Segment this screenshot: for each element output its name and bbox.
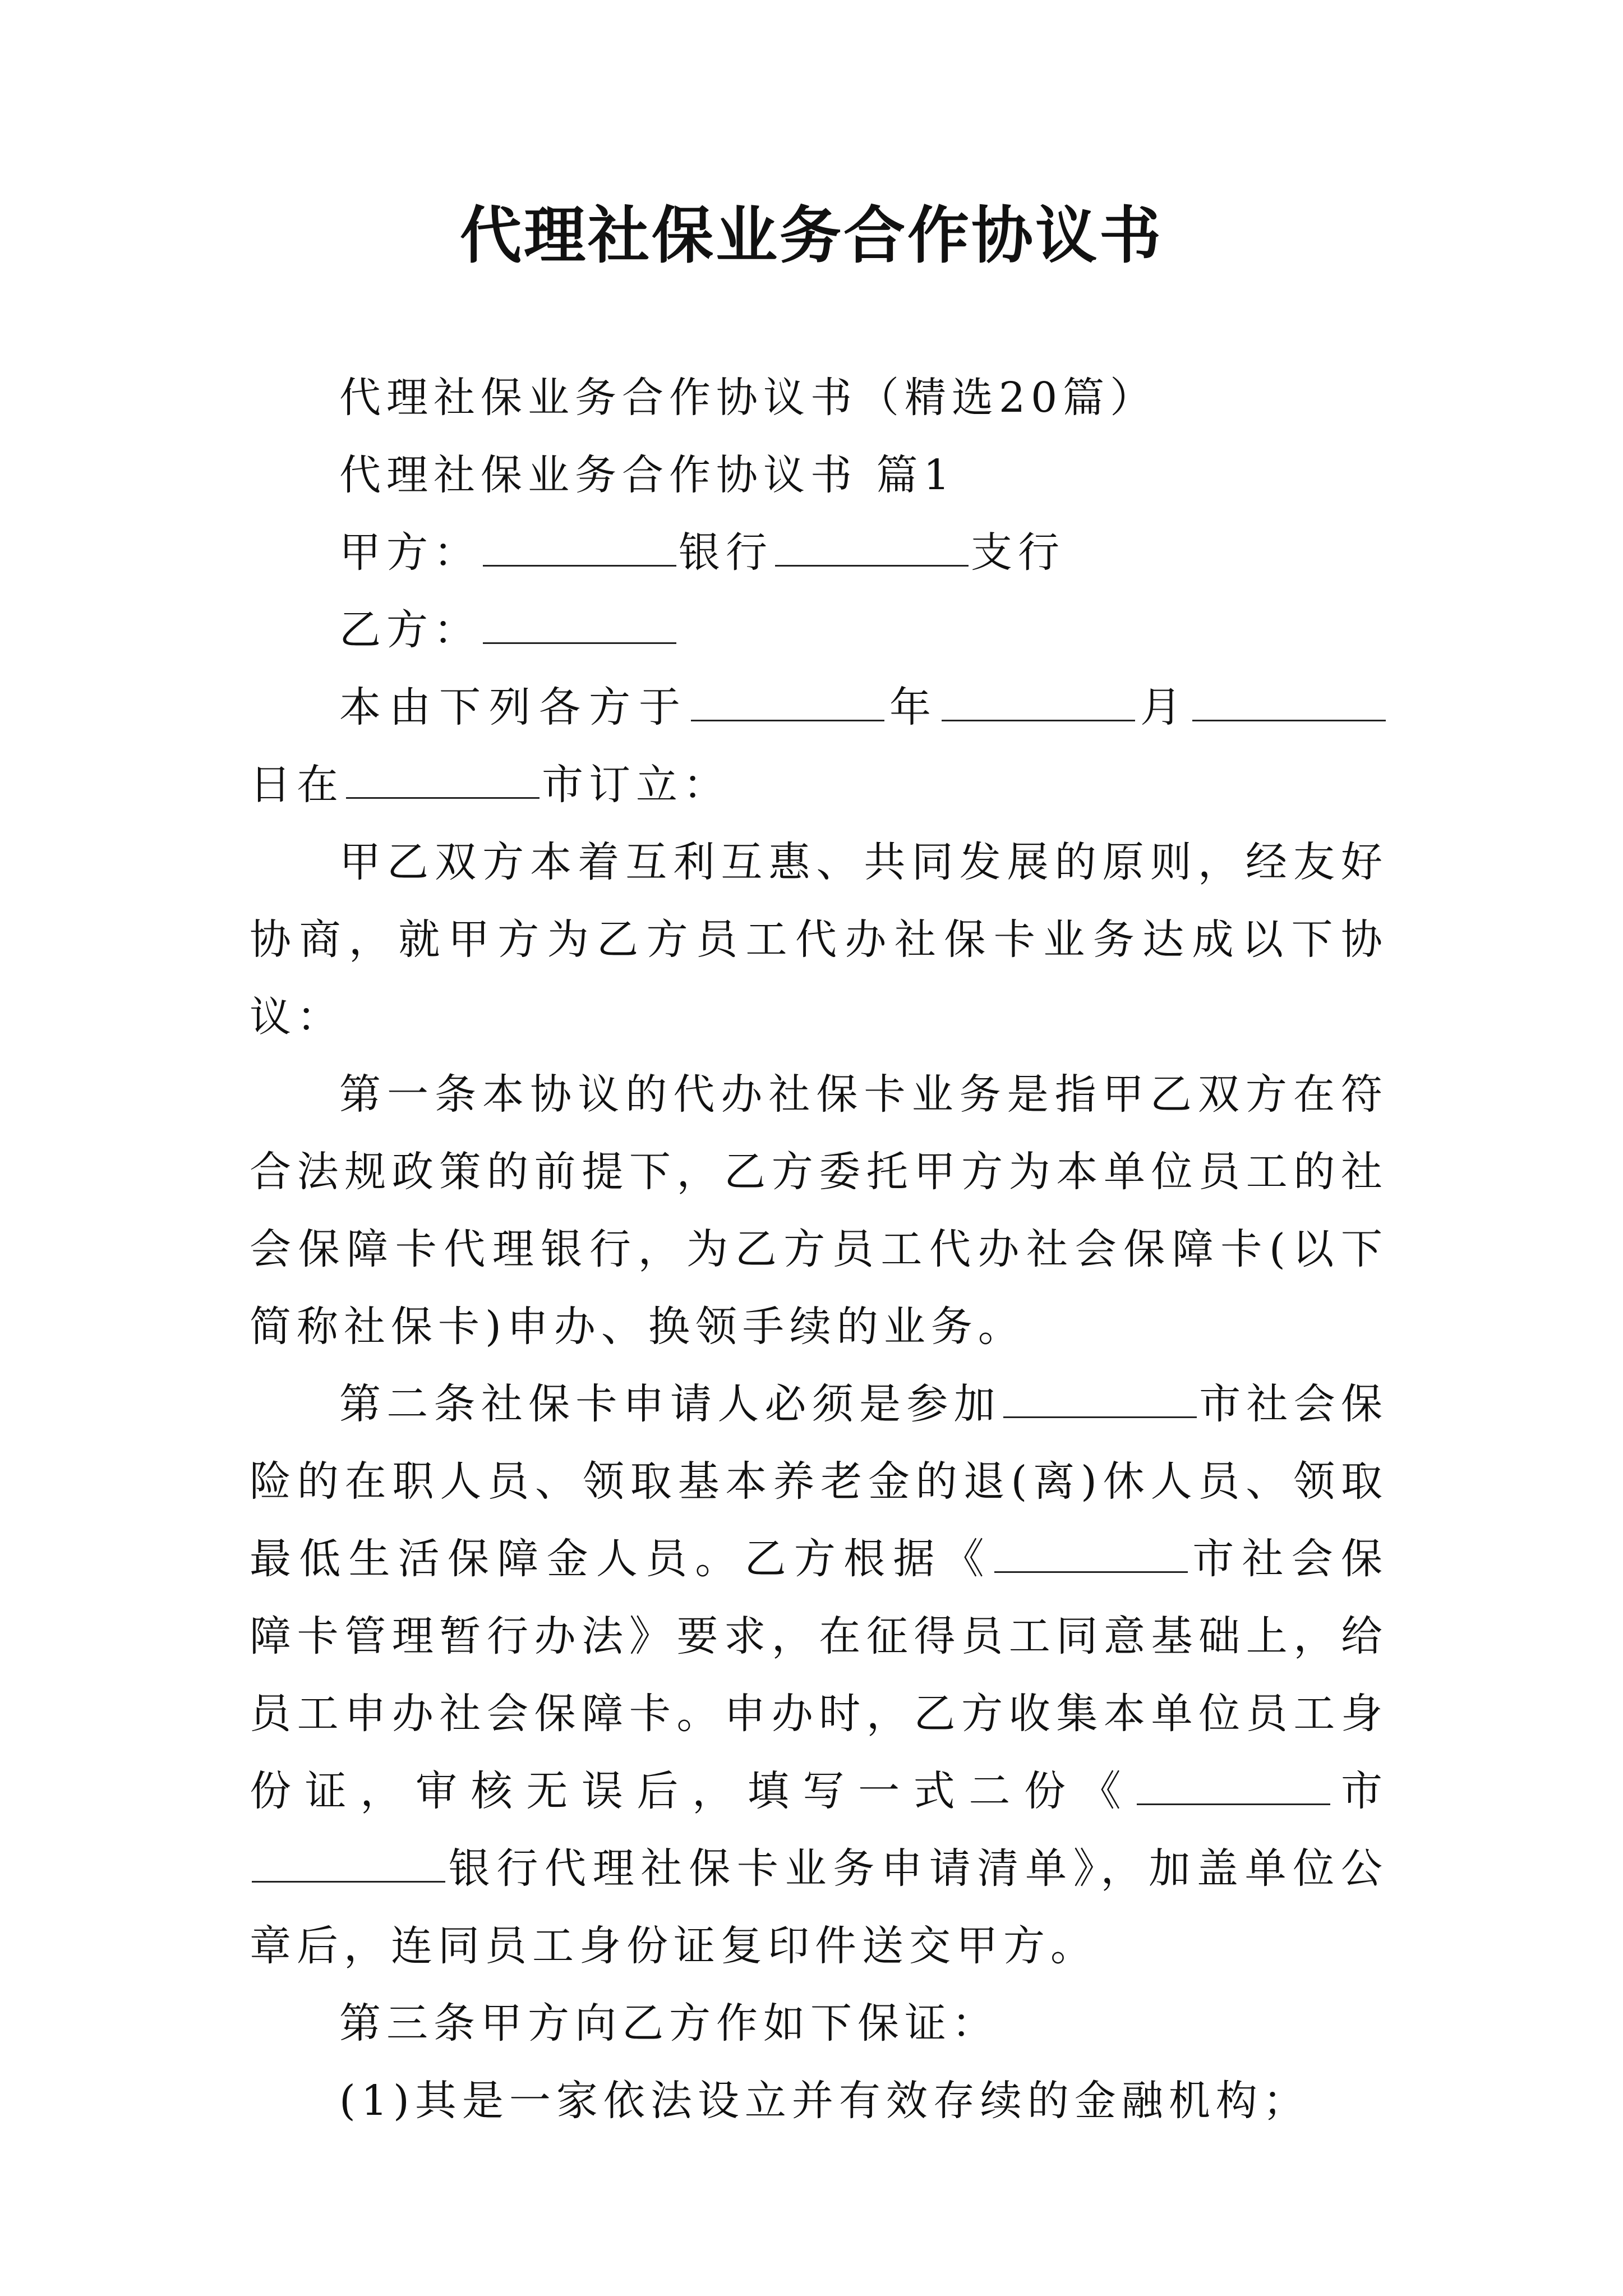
preamble-paragraph: 甲乙双方本着互利互惠、共同发展的原则，经友好协商，就甲方为乙方员工代办社保卡业务达成以下协议： <box>250 838 1388 1041</box>
party-b-blank <box>483 603 676 644</box>
article-2-part-2: 市社会保险的在职人员、领取基本养老金的退(离)休人员、领取最低生活保障金人员。乙方根据《 <box>250 1380 1389 1583</box>
document-title: 代理社保业务合作协议书 <box>460 199 1163 272</box>
article-2-paragraph <box>250 1365 1388 1985</box>
party-a-branch-blank <box>775 526 969 567</box>
party-a-branch-label: 支行 <box>971 528 1065 577</box>
article-2-city-blank <box>1003 1377 1197 1418</box>
party-b-label: 乙方： <box>339 606 481 654</box>
signing-intro: 本由下列各方于 <box>339 683 689 731</box>
signing-year: 年 <box>887 683 939 731</box>
party-a-bank-blank <box>483 526 676 567</box>
article-2-part-3: 市社会保障卡管理暂行办法》要求，在征得员工同意基础上，给员工申办社会保障卡。申办时，乙方收集本单位员工身份证，审核无误后，填写一式二份《 <box>250 1535 1389 1815</box>
signing-at: 在 <box>297 761 344 809</box>
signing-city: 市订立： <box>542 761 730 809</box>
month-blank <box>942 680 1135 721</box>
year-blank <box>691 680 884 721</box>
party-a-line <box>250 514 1388 591</box>
document-body <box>250 359 1388 2139</box>
article-2-part-4: 市 <box>1332 1767 1389 1815</box>
article-2-part-1: 第二条社保卡申请人必须是参加 <box>339 1380 1001 1428</box>
article-2-form-city-blank <box>1137 1764 1330 1805</box>
article-2-form-bank-blank <box>252 1842 445 1883</box>
article-1-paragraph: 第一条本协议的代办社保卡业务是指甲乙双方在符合法规政策的前提下，乙方委托甲方为本单位员工的社会保障卡代理银行，为乙方员工代办社会保障卡(以下简称社保卡)申办、换领手续的业务。 <box>250 1070 1388 1351</box>
party-b-line <box>250 591 1388 669</box>
article-2-regulation-blank <box>994 1532 1188 1573</box>
article-3-item-1: (1)其是一家依法设立并有效存续的金融机构； <box>339 2077 1310 2125</box>
article-3-paragraph: 第三条甲方向乙方作如下保证： <box>339 1999 999 2047</box>
chapter-heading: 代理社保业务合作协议书 篇1 <box>339 451 956 499</box>
subtitle-paragraph: 代理社保业务合作协议书（精选20篇） <box>339 374 1158 422</box>
signing-month: 月 <box>1137 683 1190 731</box>
party-a-bank-label: 银行 <box>679 528 773 577</box>
party-a-label: 甲方： <box>339 528 481 577</box>
day-blank <box>1192 680 1386 721</box>
signing-day: 日 <box>250 761 297 809</box>
article-2-part-5: 银行代理社保卡业务申请清单》，加盖单位公章后，连同员工身份证复印件送交甲方。 <box>250 1844 1388 1970</box>
city-blank <box>346 758 540 799</box>
signing-paragraph <box>250 669 1388 823</box>
